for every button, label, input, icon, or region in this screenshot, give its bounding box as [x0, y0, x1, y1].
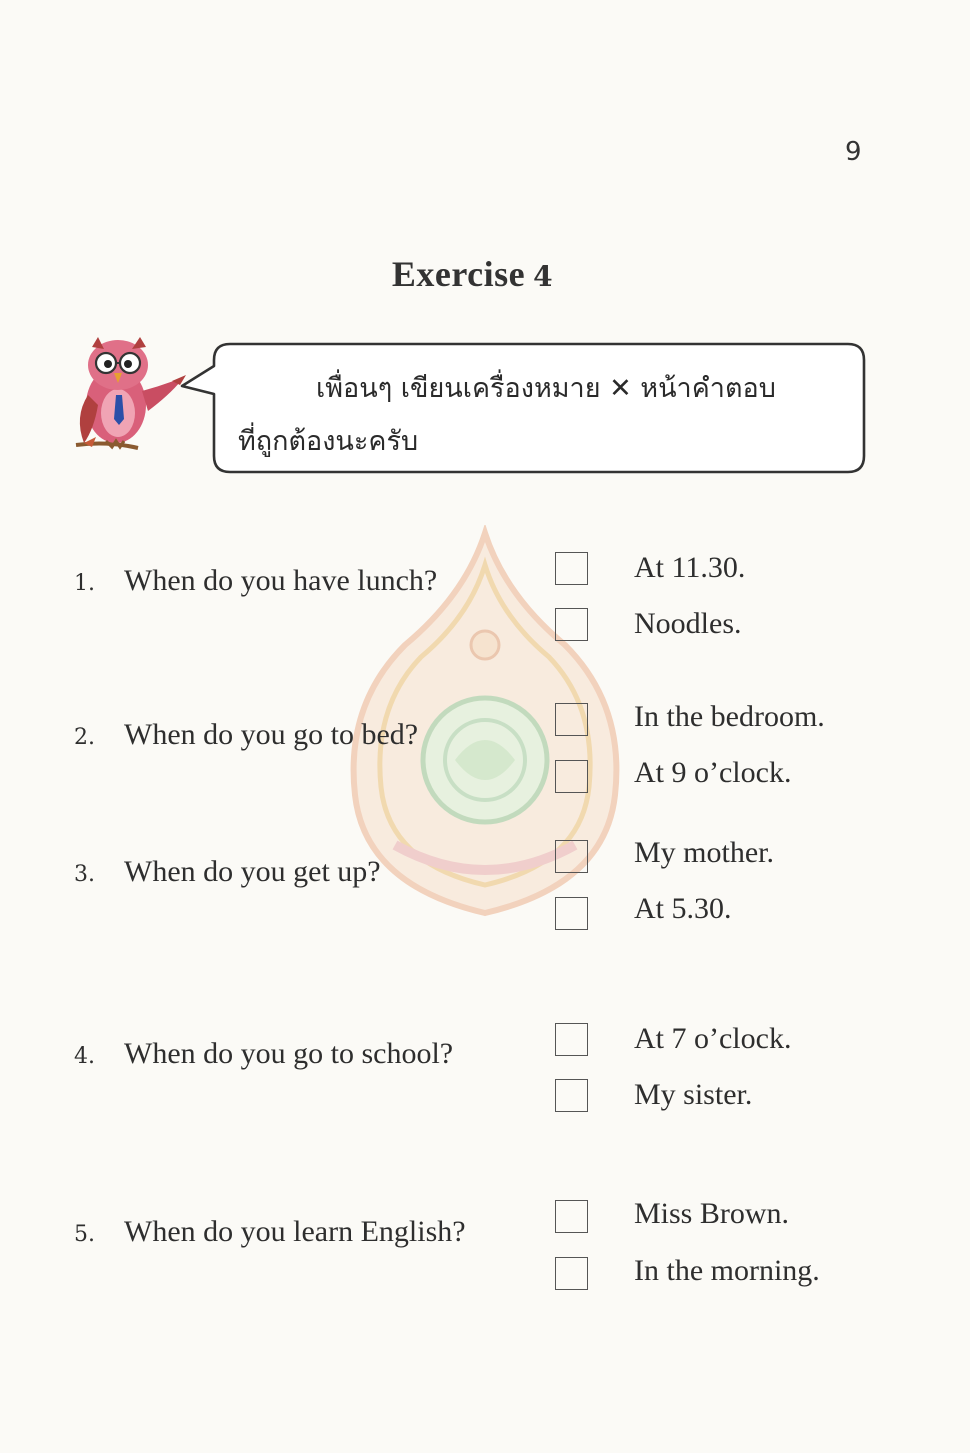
answer-option-1a: At 11.30. [634, 551, 746, 584]
answer-option-2b: At 9 o’clock. [634, 756, 792, 789]
page-title [0, 253, 945, 295]
answer-option-4b: My sister. [634, 1078, 753, 1111]
answer-checkbox-4b[interactable] [555, 1079, 588, 1112]
instruction-line-2: ที่ถูกต้องนะครับ [238, 426, 419, 457]
answer-checkbox-5b[interactable] [555, 1257, 588, 1290]
answer-checkbox-1b[interactable] [555, 608, 588, 641]
answer-checkbox-2b[interactable] [555, 760, 588, 793]
answer-checkbox-3a[interactable] [555, 840, 588, 873]
question-number: 5. [74, 1222, 95, 1247]
answer-checkbox-3b[interactable] [555, 897, 588, 930]
question-1 [74, 564, 437, 598]
answer-checkbox-5a[interactable] [555, 1200, 588, 1233]
question-text: When do you have lunch? [124, 564, 438, 597]
answer-option-3a: My mother. [634, 836, 774, 869]
question-4 [74, 1037, 453, 1071]
question-text: When do you get up? [124, 855, 381, 888]
title-number: 4 [533, 260, 554, 293]
question-2 [74, 718, 418, 752]
owl-icon [68, 333, 188, 455]
answer-option-3b: At 5.30. [634, 892, 732, 925]
answer-checkbox-1a[interactable] [555, 552, 588, 585]
question-3 [74, 855, 381, 889]
answer-checkbox-4a[interactable] [555, 1023, 588, 1056]
question-5 [74, 1215, 466, 1249]
instruction-line-1: เพื่อนๆ เขียนเครื่องหมาย ✕ หน้าคำตอบ [316, 373, 776, 404]
instruction-text [238, 362, 848, 468]
answer-option-5b: In the morning. [634, 1254, 820, 1287]
question-text: When do you learn English? [124, 1215, 466, 1248]
question-number: 1. [74, 571, 95, 596]
question-text: When do you go to bed? [124, 718, 419, 751]
question-text: When do you go to school? [124, 1037, 454, 1070]
question-number: 2. [74, 725, 95, 750]
question-number: 3. [74, 862, 95, 887]
answer-option-5a: Miss Brown. [634, 1197, 790, 1230]
answer-checkbox-2a[interactable] [555, 703, 588, 736]
answer-option-1b: Noodles. [634, 607, 742, 640]
title-word: Exercise [391, 254, 526, 294]
answer-option-4a: At 7 o’clock. [634, 1022, 792, 1055]
question-number: 4. [74, 1044, 95, 1069]
answer-option-2a: In the bedroom. [634, 700, 825, 733]
page-number: 9 [845, 137, 862, 167]
